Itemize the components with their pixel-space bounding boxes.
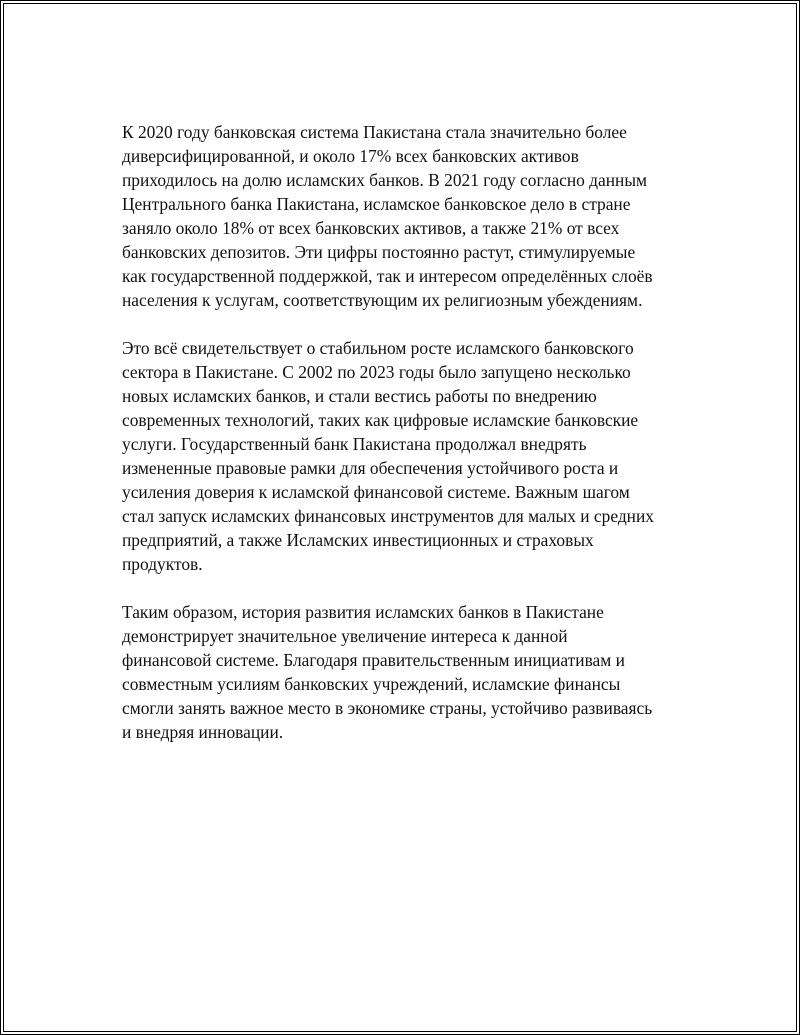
text-line: современных технологий, таких как цифровые исламские банковские xyxy=(122,410,639,430)
text-line: измененные правовые рамки для обеспечения устойчивого роста и xyxy=(122,458,619,478)
text-line: и внедряя инновации. xyxy=(122,722,284,742)
text-line: демонстрирует значительное увеличение интереса к данной xyxy=(122,626,568,646)
text-line: приходилось на долю исламских банков. В 2021 году согласно данным xyxy=(122,170,648,190)
text-line: продуктов. xyxy=(122,554,203,574)
text-line: Центрального банка Пакистана, исламское банковское дело в стране xyxy=(122,194,631,214)
text-line: населения к услугам, соответствующим их религиозным убеждениям. xyxy=(122,290,643,310)
text-line: Это всё свидетельствует о стабильном росте исламского банковского xyxy=(122,338,634,358)
text-line: Таким образом, история развития исламских банков в Пакистане xyxy=(122,602,604,622)
paragraph-3 xyxy=(122,600,702,744)
paragraph-2 xyxy=(122,336,702,576)
text-line: услуги. Государственный банк Пакистана продолжал внедрять xyxy=(122,434,587,454)
text-line: диверсифицированной, и около 17% всех банковских активов xyxy=(122,146,579,166)
text-line: новых исламских банков, и стали вестись работы по внедрению xyxy=(122,386,597,406)
paragraph-1 xyxy=(122,120,702,312)
text-line: предприятий, а также Исламских инвестиционных и страховых xyxy=(122,530,594,550)
text-line: как государственной поддержкой, так и интересом определённых слоёв xyxy=(122,266,653,286)
text-line: заняло около 18% от всех банковских активов, а также 21% от всех xyxy=(122,218,620,238)
text-line: смогли занять важное место в экономике страны, устойчиво развиваясь xyxy=(122,698,653,718)
text-line: сектора в Пакистане. С 2002 по 2023 годы было запущено несколько xyxy=(122,362,631,382)
text-line: совместным усилиям банковских учреждений, исламские финансы xyxy=(122,674,621,694)
text-line: стал запуск исламских финансовых инструментов для малых и средних xyxy=(122,506,654,526)
document-body xyxy=(122,120,702,768)
text-line: банковских депозитов. Эти цифры постоянно растут, стимулируемые xyxy=(122,242,636,262)
text-line: финансовой системе. Благодаря правительственным инициативам и xyxy=(122,650,625,670)
text-line: К 2020 году банковская система Пакистана стала значительно более xyxy=(122,122,627,142)
text-line: усиления доверия к исламской финансовой системе. Важным шагом xyxy=(122,482,630,502)
